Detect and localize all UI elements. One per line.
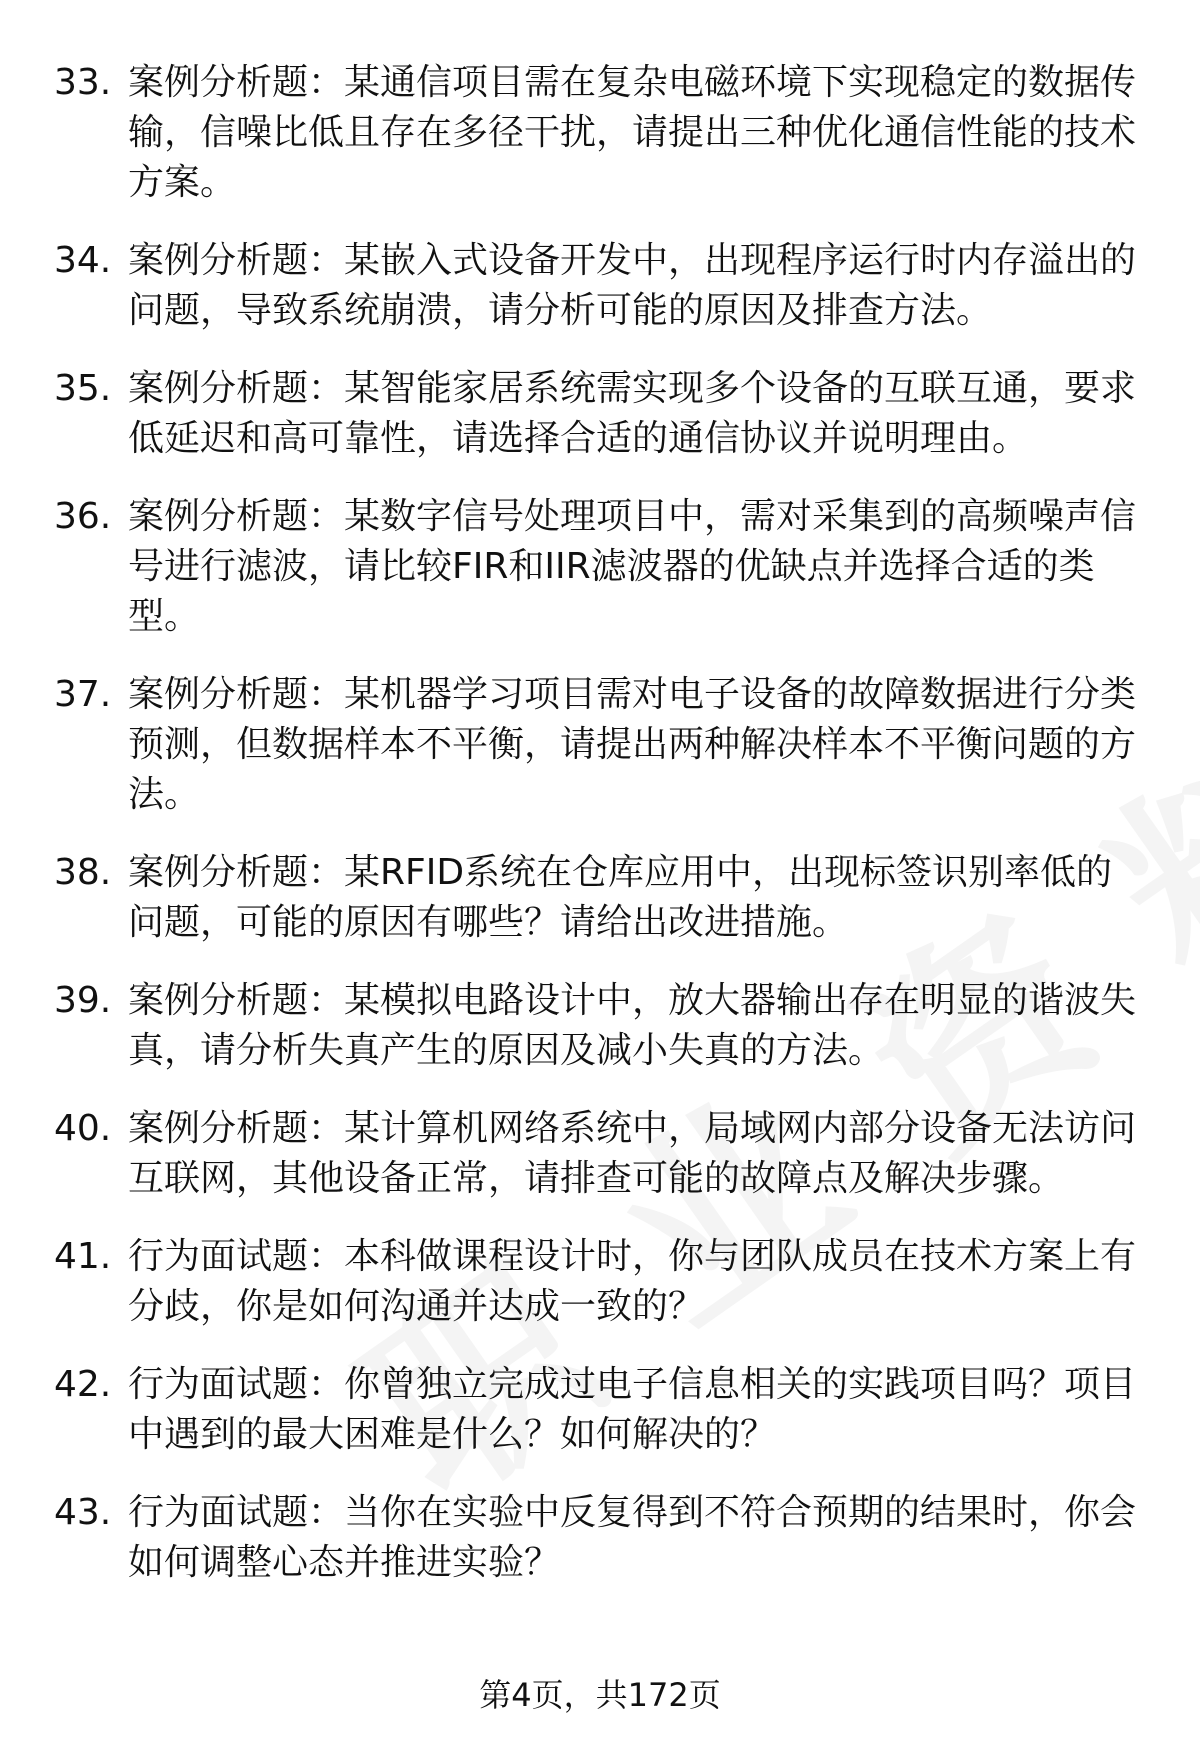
question-text: 案例分析题：某嵌入式设备开发中，出现程序运行时内存溢出的问题，导致系统崩溃，请分析可能的原因及排查方法。 xyxy=(128,240,1137,331)
question-item xyxy=(0,976,1200,1076)
question-number: 36. xyxy=(54,496,112,537)
question-item xyxy=(0,364,1200,464)
question-text: 行为面试题：本科做课程设计时，你与团队成员在技术方案上有分歧，你是如何沟通并达成一致的？ xyxy=(128,1236,1137,1327)
question-text: 案例分析题：某机器学习项目需对电子设备的故障数据进行分类预测，但数据样本不平衡，请提出两种解决样本不平衡问题的方法。 xyxy=(128,674,1137,815)
question-list xyxy=(0,58,1200,1616)
question-text: 行为面试题：当你在实验中反复得到不符合预期的结果时，你会如何调整心态并推进实验？ xyxy=(128,1492,1137,1583)
question-text: 案例分析题：某智能家居系统需实现多个设备的互联互通，要求低延迟和高可靠性，请选择合适的通信协议并说明理由。 xyxy=(128,368,1137,459)
question-text: 案例分析题：某数字信号处理项目中，需对采集到的高频噪声信号进行滤波，请比较FIR和IIR滤波器的优缺点并选择合适的类型。 xyxy=(128,496,1137,637)
question-item xyxy=(0,1104,1200,1204)
question-item xyxy=(0,1232,1200,1332)
question-item xyxy=(0,236,1200,336)
question-number: 37. xyxy=(54,674,112,715)
question-item xyxy=(0,58,1200,208)
question-item xyxy=(0,1360,1200,1460)
question-item xyxy=(0,492,1200,642)
page-footer: 第4页，共172页 xyxy=(479,1676,721,1714)
question-number: 43. xyxy=(54,1492,112,1533)
question-number: 38. xyxy=(54,852,112,893)
question-text: 案例分析题：某模拟电路设计中，放大器输出存在明显的谐波失真，请分析失真产生的原因及减小失真的方法。 xyxy=(128,980,1137,1071)
question-number: 41. xyxy=(54,1236,112,1277)
question-item xyxy=(0,848,1200,948)
question-item xyxy=(0,670,1200,820)
question-number: 42. xyxy=(54,1364,112,1405)
question-number: 34. xyxy=(54,240,112,281)
question-text: 案例分析题：某RFID系统在仓库应用中，出现标签识别率低的问题，可能的原因有哪些？请给出改进措施。 xyxy=(128,852,1113,943)
question-number: 33. xyxy=(54,62,112,103)
question-text: 行为面试题：你曾独立完成过电子信息相关的实践项目吗？项目中遇到的最大困难是什么？如何解决的？ xyxy=(128,1364,1137,1455)
question-text: 案例分析题：某通信项目需在复杂电磁环境下实现稳定的数据传输，信噪比低且存在多径干扰，请提出三种优化通信性能的技术方案。 xyxy=(128,62,1137,203)
question-number: 40. xyxy=(54,1108,112,1149)
question-item xyxy=(0,1488,1200,1588)
question-number: 39. xyxy=(54,980,112,1021)
question-number: 35. xyxy=(54,368,112,409)
question-text: 案例分析题：某计算机网络系统中，局域网内部分设备无法访问互联网，其他设备正常，请排查可能的故障点及解决步骤。 xyxy=(128,1108,1137,1199)
